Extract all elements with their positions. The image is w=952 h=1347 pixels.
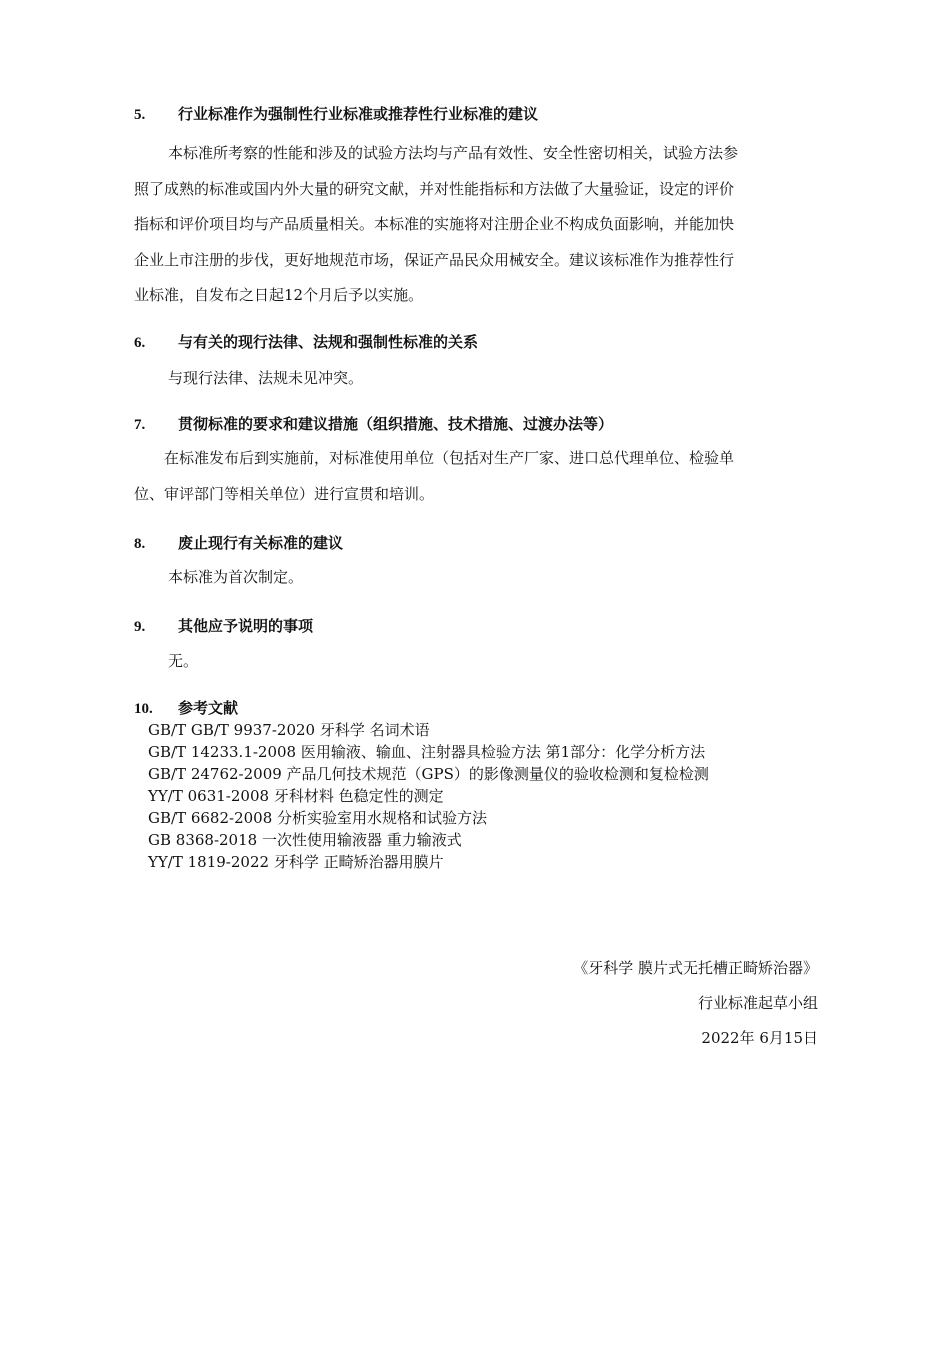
section-title: 参考文献	[178, 699, 239, 717]
section-number: 10.	[134, 701, 153, 717]
section-heading-10	[134, 698, 238, 719]
reference-item: GB/T GB/T 9937-2020 牙科学 名词术语	[148, 721, 430, 739]
section-title: 与有关的现行法律、法规和强制性标准的关系	[178, 333, 479, 351]
paragraph-line: 位、审评部门等相关单位）进行宣贯和培训。	[134, 484, 435, 503]
paragraph-line: 企业上市注册的步伐，更好地规范市场，保证产品民众用械安全。建议该标准作为推荐性行	[134, 250, 735, 269]
section-title: 其他应予说明的事项	[178, 617, 314, 635]
section-body-5	[134, 136, 824, 314]
section-heading-8	[134, 533, 343, 554]
signature-document-title: 《牙科学 膜片式无托槽正畸矫治器》	[573, 959, 818, 977]
paragraph-line: 在标准发布后到实施前，对标准使用单位（包括对生产厂家、进口总代理单位、检验单	[164, 449, 735, 467]
reference-item: GB/T 14233.1-2008 医用输液、输血、注射器具检验方法 第1部分：化学分析方法	[148, 743, 706, 761]
section-body-8: 本标准为首次制定。	[168, 568, 304, 586]
section-body-6: 与现行法律、法规未见冲突。	[168, 369, 364, 387]
section-number: 9.	[134, 619, 146, 635]
section-number: 5.	[134, 107, 146, 123]
paragraph-line: 照了成熟的标准或国内外大量的研究文献，并对性能指标和方法做了大量验证，设定的评价	[134, 179, 735, 198]
signature-group: 行业标准起草小组	[697, 994, 818, 1012]
section-title: 废止现行有关标准的建议	[178, 534, 344, 552]
section-body-7	[134, 441, 824, 512]
reference-item: GB/T 24762-2009 产品几何技术规范（GPS）的影像测量仪的验收检测和复检检测	[148, 765, 709, 783]
section-number: 7.	[134, 417, 146, 433]
reference-item: GB/T 6682-2008 分析实验室用水规格和试验方法	[148, 809, 488, 827]
section-heading-9	[134, 616, 313, 637]
section-title: 贯彻标准的要求和建议措施（组织措施、技术措施、过渡办法等）	[178, 415, 614, 433]
section-body-9: 无。	[168, 652, 199, 670]
section-number: 6.	[134, 335, 146, 351]
paragraph-line: 指标和评价项目均与产品质量相关。本标准的实施将对注册企业不构成负面影响，并能加快	[134, 215, 735, 233]
section-heading-5	[134, 104, 538, 125]
reference-item: GB 8368-2018 一次性使用输液器 重力输液式	[148, 831, 462, 849]
section-number: 8.	[134, 536, 146, 552]
paragraph-line: 业标准，自发布之日起12个月后予以实施。	[134, 286, 424, 304]
reference-list	[148, 719, 709, 873]
section-title: 行业标准作为强制性行业标准或推荐性行业标准的建议	[178, 105, 539, 123]
section-heading-6	[134, 332, 478, 353]
paragraph-line: 本标准所考察的性能和涉及的试验方法均与产品有效性、安全性密切相关，试验方法参	[168, 144, 739, 162]
signature-date: 2022年 6月15日	[701, 1029, 818, 1047]
reference-item: YY/T 0631-2008 牙科材料 色稳定性的测定	[148, 787, 444, 805]
section-heading-7	[134, 414, 613, 435]
reference-item: YY/T 1819-2022 牙科学 正畸矫治器用膜片	[148, 853, 444, 871]
